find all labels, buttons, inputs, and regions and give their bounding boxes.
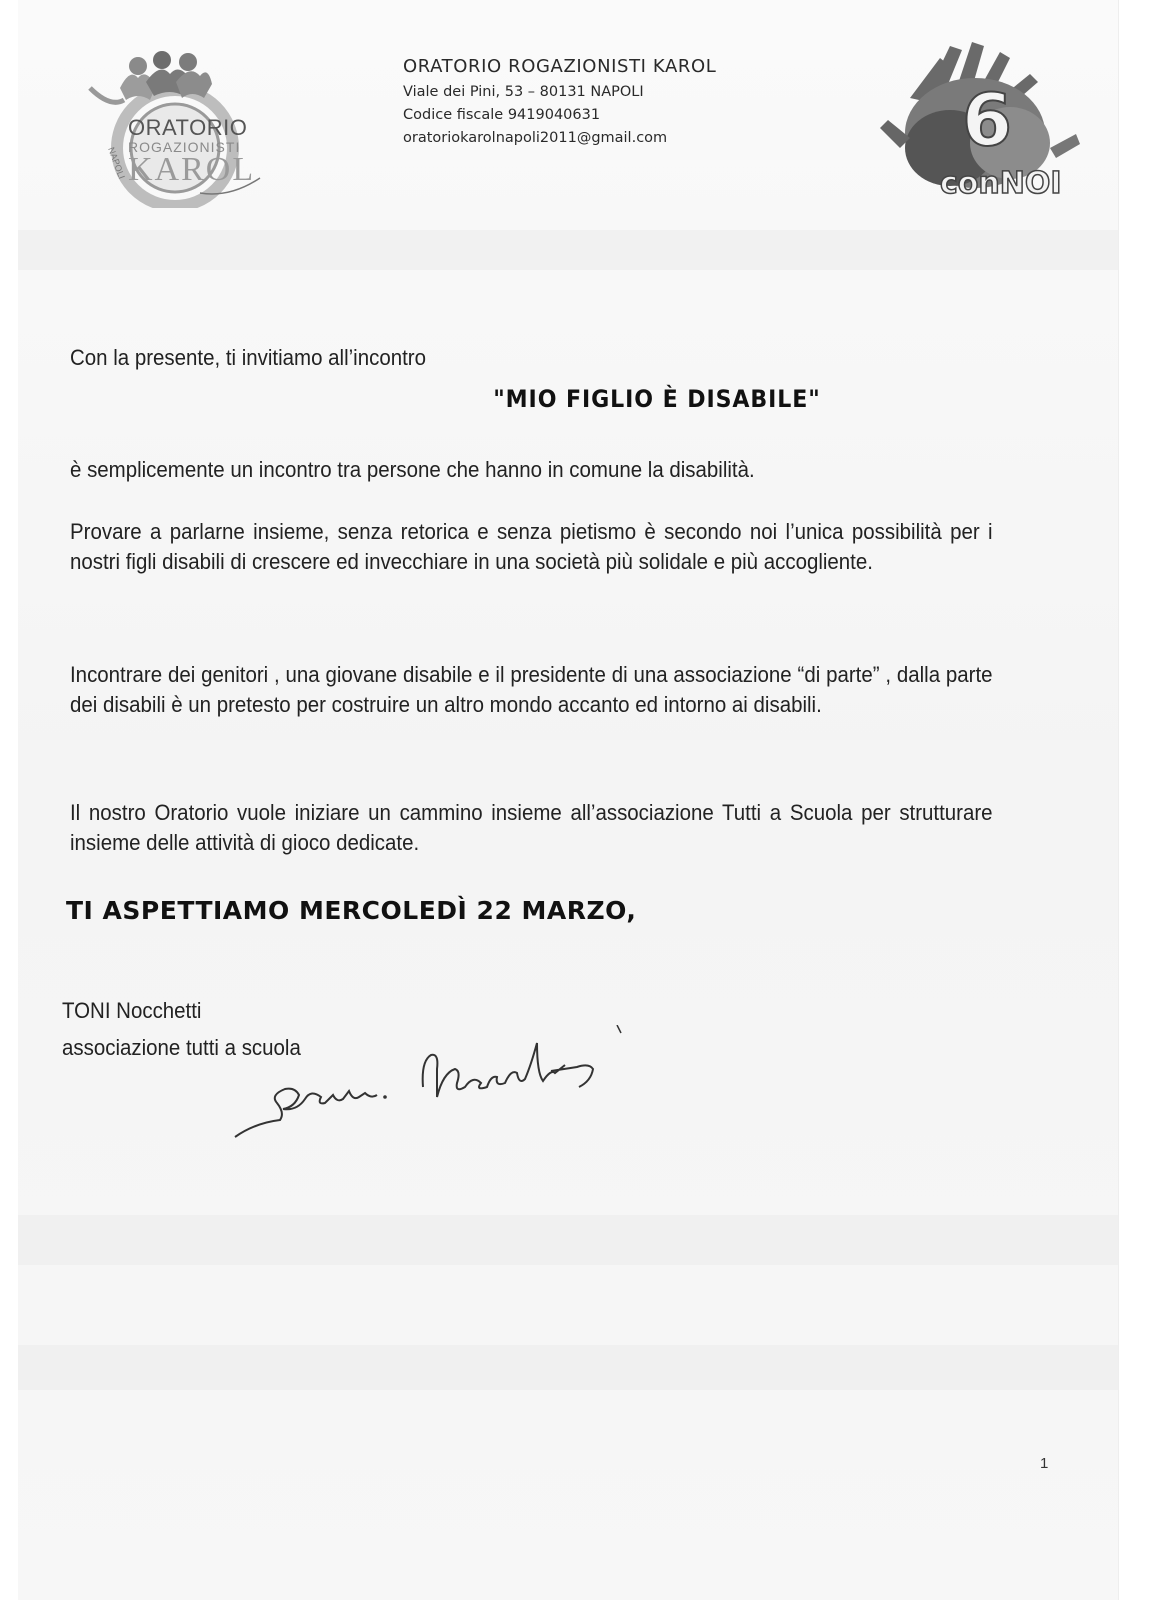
paragraph-1: è semplicemente un incontro tra persone che hanno in comune la disabilità.	[70, 457, 755, 482]
paragraph-4: Il nostro Oratorio vuole iniziare un cammino insieme all’associazione Tutti a Scuola per strutturare insieme delle attività di gioco dedicate.	[70, 800, 993, 855]
scan-shadow-band	[18, 1345, 1118, 1390]
page-number: 1	[1040, 1455, 1049, 1472]
call-to-action: TI ASPETTIAMO MERCOLEDÌ 22 MARZO,	[66, 896, 637, 925]
org-address: Viale dei Pini, 53 – 80131 NAPOLI	[403, 84, 644, 100]
letterhead	[403, 56, 716, 150]
intro-text: Con la presente, ti invitiamo all’incontro	[70, 345, 426, 370]
paragraph-3: Incontrare dei genitori , una giovane disabile e il presidente di una associazione “di parte” , dalla parte dei disabili è un pretesto per costruire un altro mondo accanto ed intorno ai disabili.	[70, 662, 993, 717]
signer-organization: associazione tutti a scuola	[62, 1035, 301, 1060]
logo-number: 6	[962, 78, 1013, 162]
paragraph-2: Provare a parlarne insieme, senza retorica e senza pietismo è secondo noi l’unica possibilità per i nostri figli disabili di crescere ed invecchiare in una società più solidale e più accogliente.	[70, 519, 993, 574]
logo-text-oratorio: ORATORIO	[128, 115, 248, 140]
logo-text-karol: KAROL	[128, 151, 256, 188]
logo-word: conNOI	[940, 166, 1062, 201]
oratorio-logo	[80, 48, 280, 208]
scan-shadow-band	[18, 1215, 1118, 1265]
con-noi-logo	[880, 38, 1080, 208]
meeting-title	[0, 385, 1163, 413]
signer-name: TONI Nocchetti	[62, 998, 202, 1023]
logo-text-rogazionisti: ROGAZIONISTI	[128, 139, 241, 155]
meeting-title-text: "MIO FIGLIO È DISABILE"	[492, 385, 821, 413]
org-name: ORATORIO ROGAZIONISTI KAROL	[403, 56, 717, 77]
org-email: oratoriokarolnapoli2011@gmail.com	[403, 130, 668, 146]
scan-shadow-band	[18, 230, 1118, 270]
org-tax-code: Codice fiscale 9419040631	[403, 107, 601, 123]
logo-text-napoli: NAPOLI	[106, 145, 127, 181]
handwritten-signature	[225, 1025, 645, 1145]
